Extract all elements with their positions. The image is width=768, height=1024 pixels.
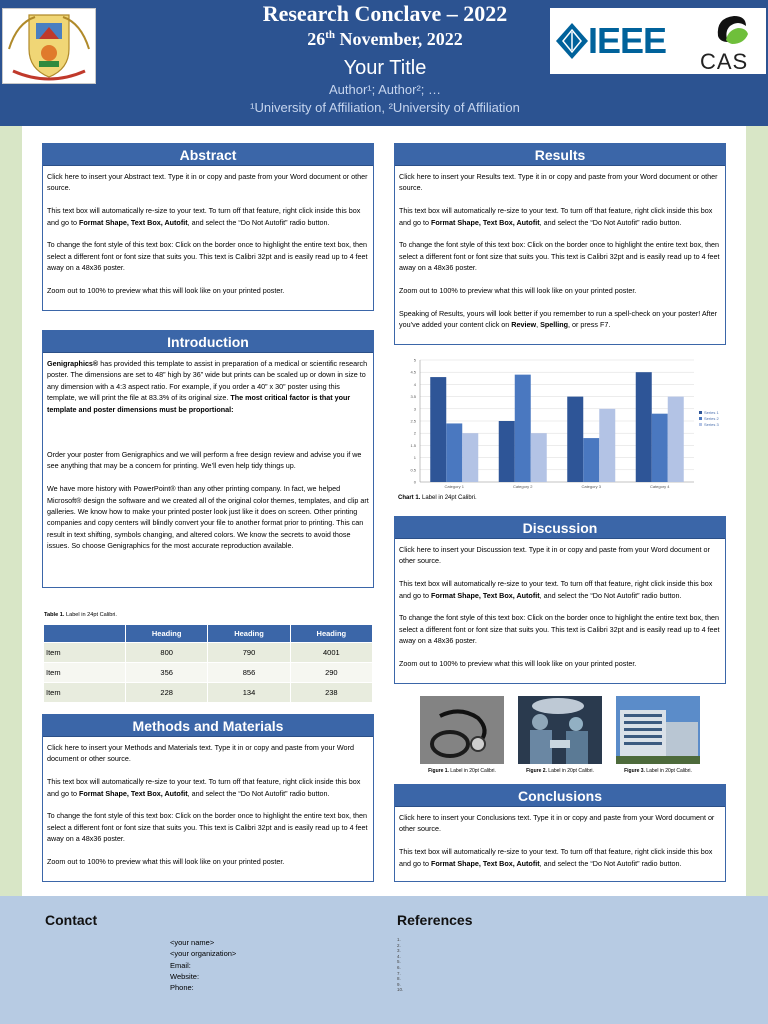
date-rest: November, 2022 <box>334 29 463 49</box>
chart-legend-swatch <box>699 417 702 420</box>
figure-1-label: Figure 1. <box>428 768 449 774</box>
conclusions-p2 <box>399 846 721 869</box>
university-logo <box>2 8 96 84</box>
chart-y-tick-label: 2 <box>413 430 416 436</box>
bar-chart <box>396 352 726 492</box>
figure-2-text: Label in 20pt Calibri. <box>546 768 594 774</box>
table-header-cell: Heading <box>126 625 208 643</box>
chart-legend-label: Series 3 <box>704 422 719 427</box>
reference-item: 7. <box>397 970 401 976</box>
discussion-box[interactable] <box>394 516 726 684</box>
reference-item: 9. <box>397 981 401 987</box>
reference-item: 6. <box>397 964 401 970</box>
chart-x-tick-label: Category 3 <box>581 484 602 489</box>
table-cell: 356 <box>126 663 208 683</box>
introduction-box[interactable] <box>42 330 374 588</box>
methods-p2 <box>47 776 369 799</box>
discussion-p1: Click here to insert your Discussion text. Type it in or copy and paste from your Word document or other source. <box>399 545 710 566</box>
hospital-photo-icon <box>616 696 700 764</box>
table-header-row <box>44 625 373 643</box>
affiliations[interactable]: ¹University of Affiliation, ²University of Affiliation <box>250 100 520 115</box>
reference-item: 4. <box>397 953 401 959</box>
introduction-p1 <box>47 358 369 415</box>
figure-1-caption <box>410 768 514 774</box>
chart-legend-swatch <box>699 411 702 414</box>
poster-footer <box>0 896 768 1024</box>
contact-website: Website: <box>170 971 200 981</box>
conference-date <box>168 29 602 50</box>
figure-3-caption <box>606 768 710 774</box>
chart-caption-label: Chart 1. <box>398 495 421 501</box>
conclusions-body <box>395 807 725 869</box>
results-heading: Results <box>395 144 725 166</box>
methods-p4: Zoom out to 100% to preview what this will look like on your printed poster. <box>47 857 285 867</box>
references-heading: References <box>397 912 473 928</box>
cas-logo-text: CAS <box>700 49 749 74</box>
discussion-p2 <box>399 578 721 601</box>
figure-3-hospital[interactable] <box>616 696 700 764</box>
results-p1: Click here to insert your Results text. Type it in or copy and paste from your Word document or other source. <box>399 172 718 193</box>
figure-1-text: Label in 20pt Calibri. <box>448 768 496 774</box>
reference-item: 8. <box>397 976 401 982</box>
conclusions-box[interactable] <box>394 784 726 882</box>
results-p3: To change the font style of this text box: Click on the border once to highlight the entire text box, then select a different font or font size that suits you. This text is Calibri 32pt and is easily read up to 4 feet away on a 48x36 poster. <box>399 240 720 273</box>
chart-bar <box>531 433 547 482</box>
chart-x-tick-label: Category 1 <box>444 484 465 489</box>
reference-item: 10. <box>397 987 404 993</box>
table-cell: 4001 <box>290 643 372 663</box>
methods-p2-post: , and select the “Do Not Autofit” radio button. <box>187 788 330 798</box>
discussion-heading: Discussion <box>395 517 725 539</box>
conclusions-p2-post: , and select the “Do Not Autofit” radio button. <box>539 858 682 868</box>
table-cell: 238 <box>290 683 372 703</box>
table-cell: 134 <box>208 683 290 703</box>
discussion-p3: To change the font style of this text box: Click on the border once to highlight the entire text box, then select a different font or font size that suits you. This text is Calibri 32pt and is easily read up to 4 feet away on a 48x36 poster. <box>399 613 720 646</box>
introduction-heading: Introduction <box>43 331 373 353</box>
table-caption-text: Label in 24pt Calibri. <box>64 612 117 618</box>
table-cell: Item <box>44 683 126 703</box>
abstract-p1: Click here to insert your Abstract text. Type it in or copy and paste from your Word document or other source. <box>47 172 368 193</box>
results-p5-pre: Speaking of Results, yours will look better if you remember to run a spell-check on your poster! After you’ve added your content click on <box>399 308 717 330</box>
abstract-p3: To change the font style of this text box: Click on the border once to highlight the entire text box, then select a different font or font size that suits you. This text is Calibri 32pt and is easily read up to 4 feet away on a 48x36 poster. <box>47 240 368 273</box>
table-cell: Item <box>44 643 126 663</box>
methods-heading: Methods and Materials <box>43 715 373 737</box>
chart-legend-label: Series 2 <box>704 416 719 421</box>
reference-item: 5. <box>397 959 401 965</box>
table-row <box>44 643 373 663</box>
authors[interactable]: Author¹; Author²; … <box>329 82 441 97</box>
contact-heading: Contact <box>45 912 98 928</box>
conference-title: Research Conclave – 2022 <box>262 1 508 26</box>
ieee-logo-text: IEEE <box>588 20 667 61</box>
chart-y-tick-label: 4 <box>413 381 416 387</box>
chart-y-tick-label: 3.5 <box>410 394 416 400</box>
methods-p2-bold: Format Shape, Text Box, Autofit <box>78 788 188 798</box>
chart-legend-label: Series 1 <box>704 410 719 415</box>
contact-email: Email: <box>170 960 191 970</box>
chart-bar <box>668 397 684 482</box>
chart-y-tick-label: 1.5 <box>410 442 416 448</box>
figure-3-text: Label in 20pt Calibri. <box>644 768 692 774</box>
chart-x-tick-label: Category 4 <box>649 484 670 489</box>
table-header-cell <box>44 625 126 643</box>
chart-bar <box>430 377 446 482</box>
figure-2-label: Figure 2. <box>526 768 547 774</box>
methods-p3: To change the font style of this text box: Click on the border once to highlight the entire text box, then select a different font or font size that suits you. This text is Calibri 32pt and is easily read up to 4 feet away on a 48x36 poster. <box>47 811 368 844</box>
reference-item: 2. <box>397 942 401 948</box>
figure-2-surgeons[interactable] <box>518 696 602 764</box>
table-cell: 790 <box>208 643 290 663</box>
references-list[interactable] <box>397 937 403 993</box>
contact-name: <your name> <box>170 938 215 947</box>
poster-title[interactable]: Your Title <box>343 57 427 79</box>
results-p2-bold: Format Shape, Text Box, Autofit <box>430 217 540 227</box>
discussion-p4: Zoom out to 100% to preview what this will look like on your printed poster. <box>399 659 637 669</box>
results-p2-post: , and select the “Do Not Autofit” radio button. <box>539 217 682 227</box>
contact-details[interactable] <box>170 937 236 993</box>
table-caption <box>44 612 117 618</box>
chart-bar <box>652 414 668 482</box>
methods-p2-pre: This text box will automatically re-size to your text. To turn off that feature, right click inside this box and go to <box>47 777 361 798</box>
chart-bar <box>446 423 462 482</box>
abstract-p2-post: , and select the “Do Not Autofit” radio button. <box>187 217 330 227</box>
conclusions-p2-bold: Format Shape, Text Box, Autofit <box>430 858 540 868</box>
introduction-body <box>43 353 373 552</box>
conclusions-heading: Conclusions <box>395 785 725 807</box>
abstract-p4: Zoom out to 100% to preview what this will look like on your printed poster. <box>47 286 285 296</box>
introduction-p2: Order your poster from Genigraphics and we will perform a free design review and advise you if we see anything that may be a concern for printing. We’ll even help tidy things up. <box>47 450 362 471</box>
results-p5-post: , or press F7. <box>568 320 611 330</box>
table-cell: 856 <box>208 663 290 683</box>
chart-legend-swatch <box>699 423 702 426</box>
results-p5-mid: , <box>536 320 541 330</box>
results-p4: Zoom out to 100% to preview what this will look like on your printed poster. <box>399 286 637 296</box>
chart-y-tick-label: 1 <box>413 455 416 461</box>
table-cell: 290 <box>290 663 372 683</box>
results-box[interactable] <box>394 143 726 345</box>
chart-y-tick-label: 5 <box>413 357 416 363</box>
data-table[interactable] <box>43 624 373 703</box>
abstract-p2-bold: Format Shape, Text Box, Autofit <box>78 217 188 227</box>
results-p2-pre: This text box will automatically re-size to your text. To turn off that feature, right click inside this box and go to <box>399 206 713 227</box>
table-cell: Item <box>44 663 126 683</box>
intro-genigraphics: Genigraphics® <box>47 359 99 368</box>
chart-y-tick-label: 3 <box>413 406 416 412</box>
sponsor-logos <box>550 8 766 74</box>
table-cell: 800 <box>126 643 208 663</box>
chart-bar <box>599 409 615 482</box>
discussion-body <box>395 539 725 669</box>
figure-2-caption <box>508 768 612 774</box>
intro-p1-text: has provided this template to assist in preparation of a medical or scientific research poster. The dimensions are set to 48” high by 36” wide but prints can be scaled up or down in size to any dimension with a 4:3 aspect ratio. For example, if you order a 40” x 30” poster using this template, we will print the file at 83.3% of its original size. <box>47 359 368 403</box>
chart-y-tick-label: 4.5 <box>410 369 416 375</box>
stethoscope-photo-icon <box>420 696 504 764</box>
table-header-cell: Heading <box>290 625 372 643</box>
table-header-cell: Heading <box>208 625 290 643</box>
methods-p1: Click here to insert your Methods and Materials text. Type it in or copy and paste from your Word document or other source. <box>47 743 354 764</box>
conclusions-p1: Click here to insert your Conclusions text. Type it in or copy and paste from your Word document or other source. <box>399 813 715 834</box>
table-caption-label: Table 1. <box>44 612 65 618</box>
discussion-p2-pre: This text box will automatically re-size to your text. To turn off that feature, right click inside this box and go to <box>399 579 713 600</box>
methods-box[interactable] <box>42 714 374 882</box>
date-suffix: th <box>325 29 335 41</box>
abstract-box[interactable] <box>42 143 374 311</box>
poster-header <box>0 0 768 126</box>
discussion-p2-post: , and select the “Do Not Autofit” radio button. <box>539 590 682 600</box>
introduction-p3: We have more history with PowerPoint® than any other printing company. In fact, we helped Microsoft® design the software and we created all of the original color themes, templates, and clip art galleries. We know how to make your printed poster look just like it does on screen. Other printing companies and copy centers will blindly convert your file to another format prior to printing. This can result in text shifting, symbols changing, and altered colors. We know the secrets to avoid those issues. So choose Genigraphics for the most accurate reproduction available. <box>47 484 369 551</box>
chart-caption-text: Label in 24pt Calibri. <box>420 495 477 501</box>
table-row <box>44 683 373 703</box>
chart-bar <box>567 397 583 482</box>
intro-p1-bold: The most critical factor is that your template and poster dimensions must be proportional: <box>47 393 351 414</box>
chart-y-tick-label: 0 <box>413 479 416 485</box>
results-chart[interactable] <box>396 352 726 492</box>
chart-x-tick-label: Category 2 <box>512 484 533 489</box>
chart-bar <box>515 375 531 482</box>
figure-1-stethoscope[interactable] <box>420 696 504 764</box>
abstract-p2 <box>47 205 369 228</box>
contact-phone: Phone: <box>170 983 194 993</box>
chart-caption <box>398 495 477 501</box>
chart-y-tick-label: 2.5 <box>410 418 416 424</box>
ieee-diamond-icon <box>554 21 590 61</box>
table-row <box>44 663 373 683</box>
abstract-body <box>43 166 373 296</box>
methods-body <box>43 737 373 867</box>
cas-swirl-icon <box>712 10 752 50</box>
results-p5 <box>399 308 721 331</box>
results-p2 <box>399 205 721 228</box>
chart-bar <box>499 421 515 482</box>
chart-bar <box>462 433 478 482</box>
university-crest-icon <box>3 9 95 83</box>
reference-item: 3. <box>397 948 401 954</box>
abstract-p2-pre: This text box will automatically re-size to your text. To turn off that feature, right click inside this box and go to <box>47 206 361 227</box>
reference-item: 1. <box>397 937 401 942</box>
chart-bar <box>583 438 599 482</box>
discussion-p2-bold: Format Shape, Text Box, Autofit <box>430 590 540 600</box>
abstract-heading: Abstract <box>43 144 373 166</box>
date-day: 26 <box>307 29 326 49</box>
table-cell: 228 <box>126 683 208 703</box>
chart-bar <box>636 372 652 482</box>
figure-3-label: Figure 3. <box>624 768 645 774</box>
results-review: Review <box>511 320 537 330</box>
conclusions-p2-pre: This text box will automatically re-size to your text. To turn off that feature, right click inside this box and go to <box>399 847 713 868</box>
surgeons-photo-icon <box>518 696 602 764</box>
results-body <box>395 166 725 331</box>
chart-y-tick-label: 0.5 <box>410 467 416 473</box>
contact-organization: <your organization> <box>170 949 237 959</box>
results-spelling: Spelling <box>540 320 569 330</box>
